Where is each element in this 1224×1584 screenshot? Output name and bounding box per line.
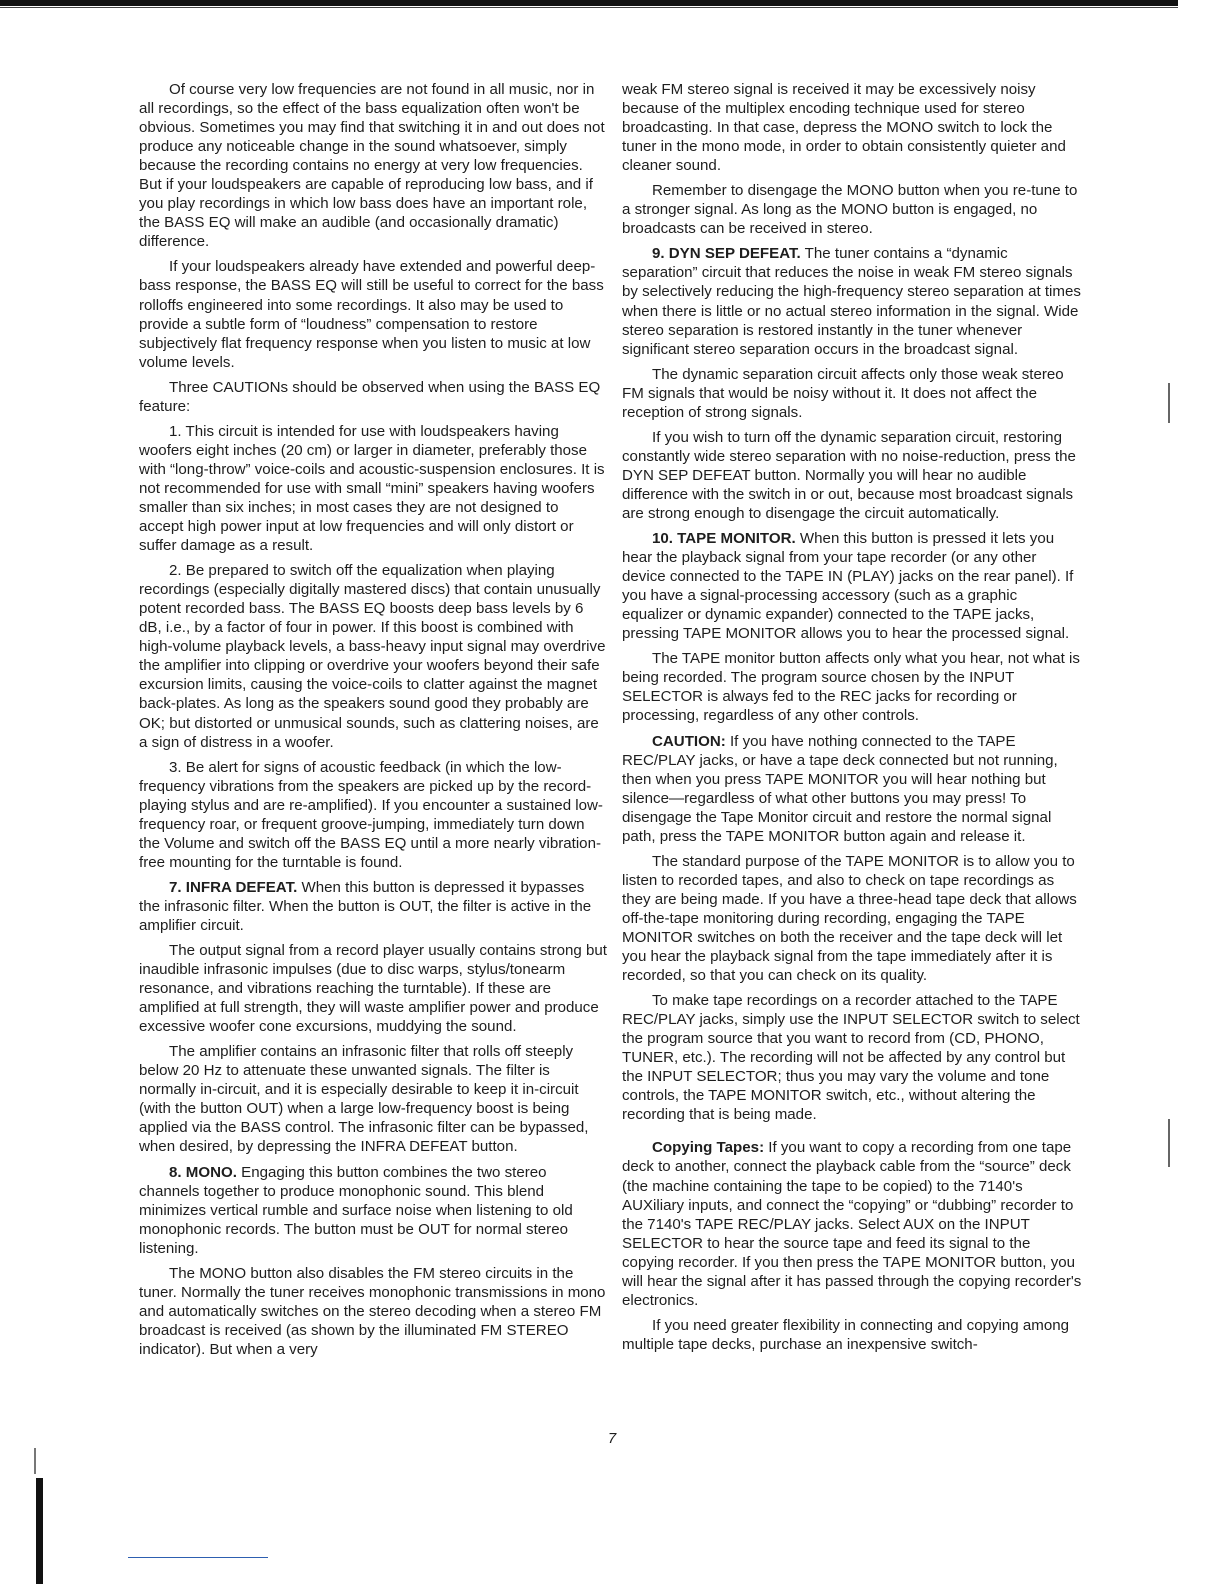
paragraph [622,1316,1082,1354]
paragraph [622,852,1082,985]
scan-edge-mark [1168,1119,1170,1167]
paragraph-text: When this button is depressed it bypasses the infrasonic filter. When the button is OUT, the filter is active in the amplifier circuit. [139,878,592,934]
section-heading: CAUTION: [652,732,726,750]
paragraph-text: Three CAUTIONs should be observed when using the BASS EQ feature: [139,378,601,415]
scan-edge-mark [1168,383,1170,423]
paragraph [622,529,1082,643]
paragraph [622,991,1082,1124]
paragraph-text: The tuner contains a “dynamic separation” circuit that reduces the noise in weak FM stereo signals by selectively reducing the high-frequency stereo separation at times when there is little or no actual stereo information in the signal. Wide stereo separation is restored instantly in the tuner whenever significant stereo separation occurs in the broadcast signal. [622,245,1081,358]
paragraph [139,561,607,751]
section-heading: Copying Tapes: [652,1139,765,1157]
paragraph [139,941,607,1036]
top-border-rule [0,0,1178,6]
paragraph-text: To make tape recordings on a recorder attached to the TAPE REC/PLAY jacks, simply use the INPUT SELECTOR switch to select the program source that you want to record from (CD, PHONO, TUNER, etc.). The recording will not be affected by any control but the INPUT SELECTOR; thus you may vary the volume and tone controls, the TAPE MONITOR switch, etc., without altering the recording that is being made. [622,992,1080,1124]
paragraph [139,1163,607,1258]
paragraph-text: The MONO button also disables the FM stereo circuits in the tuner. Normally the tuner receives monophonic transmissions in mono and automatically switches on the stereo decoding when a stereo FM broadcast is received (as shown by the illuminated FM STEREO indicator). But when a very [139,1264,606,1358]
paragraph-text: The amplifier contains an infrasonic filter that rolls off steeply below 20 Hz to attenuate these unwanted signals. The filter is normally in-circuit, and it is especially desirable to keep it in-circuit (with the button OUT) when a large low-frequency boost is being applied via the BASS control. The infrasonic filter can be bypassed, when desired, by depressing the INFRA DEFEAT button. [139,1043,589,1156]
scan-edge-bar [36,1478,43,1584]
paragraph-text: The dynamic separation circuit affects only those weak stereo FM signals that would be noisy without it. It does not affect the reception of strong signals. [622,365,1064,421]
paragraph-text: 2. Be prepared to switch off the equalization when playing recordings (especially digitally mastered discs) that contain unusually potent recorded bass. The BASS EQ boosts deep bass levels by 6 dB, i.e., by a factor of four in power. If this boost is combined with high-volume playback levels, a bass-heavy input signal may overdrive the amplifier into clipping or overdrive your woofers beyond their safe excursion limits, causing the voice-coils to clatter against the magnet back-plates. As long as the speakers sound good they probably are OK; but distorted or unmusical sounds, such as clattering noises, are a sign of distress in a woofer. [139,562,606,751]
paragraph-text: Remember to disengage the MONO button when you re-tune to a stronger signal. As long as the MONO button is engaged, no broadcasts can be received in stereo. [622,182,1078,238]
section-heading: 7. INFRA DEFEAT. [169,878,298,896]
paragraph [139,422,607,555]
paragraph-text: weak FM stereo signal is received it may be excessively noisy because of the multiplex encoding technique used for stereo broadcasting. In that case, depress the MONO switch to lock the tuner in the mono mode, in order to obtain consistently quieter and cleaner sound. [622,81,1066,175]
paragraph [139,80,607,251]
paragraph-text: The TAPE monitor button affects only what you hear, not what is being recorded. The program source chosen by the INPUT SELECTOR is always fed to the REC jacks for recording or processing, regardless of any other controls. [622,650,1080,725]
paragraph-text: 3. Be alert for signs of acoustic feedback (in which the low-frequency vibrations from the speakers are picked up by the record-playing stylus and are re-amplified). If you encounter a sustained low-frequency roar, or frequent groove-jumping, immediately turn down the Volume and switch off the BASS EQ until a more nearly vibration-free mounting for the turntable is found. [139,758,603,871]
paragraph [622,365,1082,422]
scan-bottom-line [128,1557,268,1558]
paragraph [622,649,1082,725]
paragraph-text: When this button is pressed it lets you hear the playback signal from your tape recorder (or any other device connected to the TAPE IN (PLAY) jacks on the rear panel). If you have a signal-processing accessory (such as a graphic equalizer or dynamic expander) connected to the TAPE jacks, pressing TAPE MONITOR allows you to hear the processed signal. [622,530,1074,643]
paragraph [622,80,1082,175]
paragraph [139,758,607,872]
left-text-column [139,80,607,1365]
paragraph-text: The output signal from a record player usually contains strong but inaudible infrasonic impulses (due to disc warps, stylus/tonearm resonance, and vibrations reaching the turntable). If these are amplified at full strength, they will waste amplifier power and produce excessive woofer cone excursions, muddying the sound. [139,942,607,1036]
section-heading: 9. DYN SEP DEFEAT. [652,245,801,263]
section-heading: 10. TAPE MONITOR. [652,530,796,548]
paragraph [622,244,1082,358]
paragraph [139,1264,607,1359]
paragraph [622,732,1082,846]
paragraph-text: Engaging this button combines the two stereo channels together to produce monophonic sound. This blend minimizes vertical rumble and surface noise when listening to old monophonic records. The button must be OUT for normal stereo listening. [139,1163,573,1257]
paragraph [139,878,607,935]
paragraph [622,428,1082,523]
paragraph-text: If you have nothing connected to the TAPE REC/PLAY jacks, or have a tape deck connected but not running, then when you press TAPE MONITOR you will hear nothing but silence—regardless of what other buttons you may press! To disengage the Tape Monitor circuit and restore the normal signal path, press the TAPE MONITOR button again and release it. [622,732,1058,845]
paragraph [622,1138,1082,1309]
paragraph-text: If you want to copy a recording from one tape deck to another, connect the playback cable from the “source” deck (the machine containing the tape to be copied) to the 7140's AUXiliary inputs, and connect the “copying” or “dubbing” recorder to the 7140's TAPE REC/PLAY jacks. Select AUX on the INPUT SELECTOR to hear the source tape and feed its signal to the copying recorder. If you then press the TAPE MONITOR button, you will hear the signal after it has passed through the copying recorder's electronics. [622,1139,1082,1309]
paragraph-text: The standard purpose of the TAPE MONITOR is to allow you to listen to recorded tapes, and also to check on tape recordings as they are being made. If you have a three-head tape deck that allows off-the-tape monitoring during recording, engaging the TAPE MONITOR switches on both the receiver and the tape deck will let you hear the playback signal from the tape immediately after it is recorded, so that you can check on its quality. [622,852,1077,985]
paragraph-text: Of course very low frequencies are not found in all music, nor in all recordings, so the effect of the bass equalization often won't be obvious. Sometimes you may find that switching it in and out does not produce any noticeable change in the sound whatsoever, simply because the recording contains no energy at very low frequencies. But if your loudspeakers are capable of reproducing low bass, and if you play recordings in which low bass does have an important role, the BASS EQ will make an audible (and occasionally dramatic) difference. [139,81,605,251]
paragraph [139,378,607,416]
paragraph-text: If your loudspeakers already have extended and powerful deep-bass response, the BASS EQ will still be useful to correct for the bass rolloffs engineered into some recordings. It also may be used to provide a subtle form of “loudness” compensation to restore subjectively flat frequency response when you listen to music at low volume levels. [139,258,604,371]
paragraph-text: If you wish to turn off the dynamic separation circuit, restoring constantly wide stereo separation with no noise-reduction, press the DYN SEP DEFEAT button. Normally you will hear no audible difference with the switch in or out, because most broadcast signals are strong enough to disengage the circuit automatically. [622,428,1076,522]
top-border-thin-rule [0,7,1178,8]
paragraph-text: 1. This circuit is intended for use with loudspeakers having woofers eight inches (20 cm) or larger in diameter, preferably those with “long-throw” voice-coils and acoustic-suspension enclosures. It is not recommended for use with small “mini” speakers having woofers smaller than six inches; in most cases they are not designed to accept high power input at low frequencies and will only distort or suffer damage as a result. [139,422,605,555]
paragraph [622,181,1082,238]
page-number: 7 [607,1430,617,1447]
paragraph [139,1042,607,1156]
paragraph [139,257,607,371]
section-heading: 8. MONO. [169,1163,237,1181]
paragraph-text: If you need greater flexibility in connecting and copying among multiple tape decks, purchase an inexpensive switch- [622,1316,1070,1353]
right-text-column [622,80,1082,1360]
scan-edge-mark [34,1448,36,1474]
